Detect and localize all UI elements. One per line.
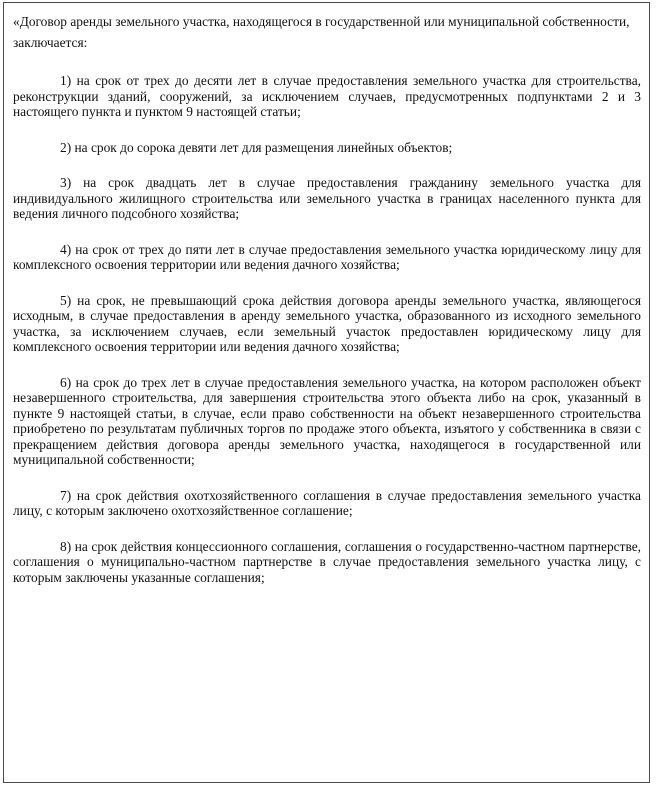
clause-4: 4) на срок от трех до пяти лет в случае предоставления земельного участка юридическому лицу для комплексного освоения территории или ведения дачного хозяйства;: [13, 241, 641, 272]
clause-1: 1) на срок от трех до десяти лет в случае предоставления земельного участка для строительства, реконструкции зданий, сооружений, за исключением случаев, предусмотренных подпунктами 2 и 3 настоящего пункта и пунктом 9 настоящей статьи;: [13, 73, 641, 119]
intro-paragraph: «Договор аренды земельного участка, находящегося в государственной или муниципальной собственности, заключается:: [13, 14, 630, 50]
document-frame: [3, 2, 650, 783]
clause-7: 7) на срок действия охотхозяйственного соглашения в случае предоставления земельного участка лицу, с которым заключено охотхозяйственное соглашение;: [13, 487, 641, 518]
clause-6: 6) на срок до трех лет в случае предоставления земельного участка, на котором расположен объект незавершенного строительства, для завершения строительства этого объекта либо на срок, указанный в пункте 9 настоящей статьи, в случае, если право собственности на объект незавершенного строительства приобретено по результатам публичных торгов по продаже этого объекта, изъятого у собственника в связи с прекращением действия договора аренды земельного участка, находящегося в государственной или муниципальной собственности;: [13, 374, 641, 467]
clause-2: 2) на срок до сорока девяти лет для размещения линейных объектов;: [60, 139, 453, 155]
clause-3: 3) на срок двадцать лет в случае предоставления гражданину земельного участка для индивидуального жилищного строительства или земельного участка в границах населенного пункта для ведения личного подсобного хозяйства;: [13, 175, 641, 221]
clause-8: 8) на срок действия концессионного соглашения, соглашения о государственно-частном партнерстве, соглашения о муниципально-частном партнерстве в случае предоставления земельного участка лицу, с которым заключены указанные соглашения;: [13, 538, 641, 585]
document-body: [13, 11, 641, 585]
clause-5: 5) на срок, не превышающий срока действия договора аренды земельного участка, являющегося исходным, в случае предоставления в аренду земельного участка, образованного из исходного земельного участка, за исключением случаев, если земельный участок предоставлен юридическому лицу для комплексного освоения территории или ведения дачного хозяйства;: [13, 292, 641, 354]
